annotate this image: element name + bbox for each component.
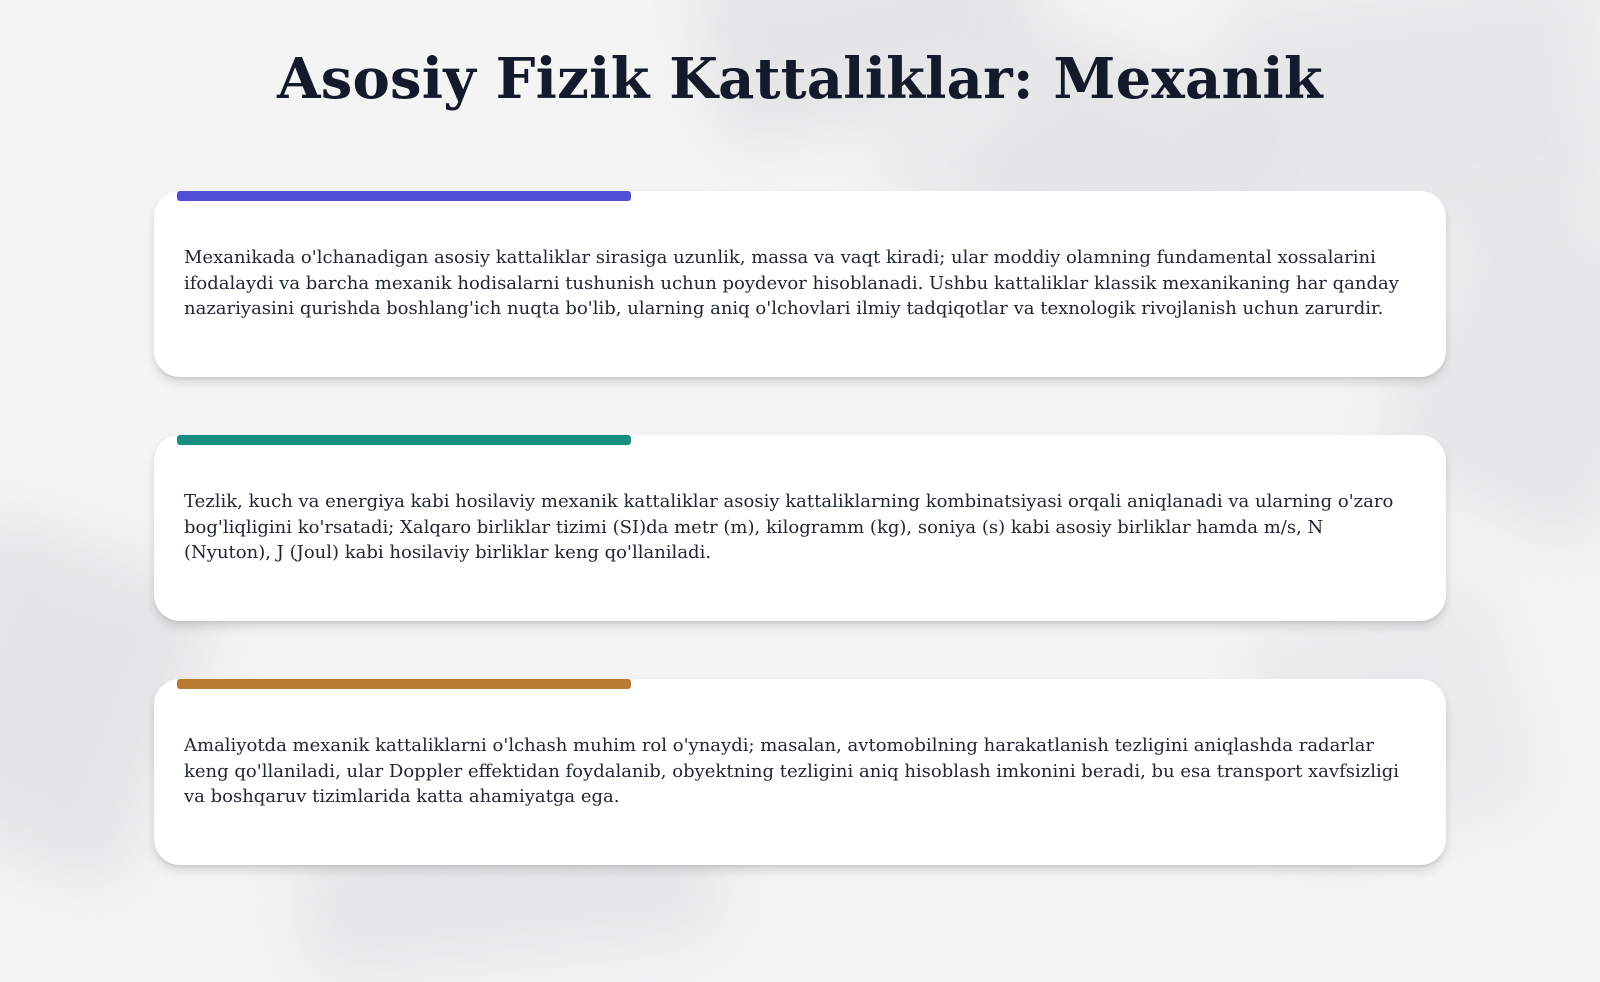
content-card-3 <box>154 679 1446 865</box>
slide-title: Asosiy Fizik Kattaliklar: Mexanik <box>277 46 1323 112</box>
content-card-2 <box>154 435 1446 621</box>
card-text: Amaliyotda mexanik kattaliklarni o'lchash muhim rol o'ynaydi; masalan, avtomobilning harakatlanish tezligini aniqlashda radarlar keng qo'llaniladi, ular Doppler effektidan foydalanib, obyektning tezligini aniq hisoblash imkonini beradi, bu esa transport xavfsizligi va boshqaruv tizimlarida katta ahamiyatga ega. <box>184 735 1400 807</box>
card-text: Tezlik, kuch va energiya kabi hosilaviy mexanik kattaliklar asosiy kattaliklarning kombinatsiyasi orqali aniqlanadi va ularning o'zaro bog'liqligini ko'rsatadi; Xalqaro birliklar tizimi (SI)da metr (m), kilogramm (kg), soniya (s) kabi asosiy birliklar hamda m/s, N (Nyuton), J (Joul) kabi hosilaviy birliklar keng qo'llaniladi. <box>184 491 1394 563</box>
content-card-1 <box>154 191 1446 377</box>
card-accent-bar <box>177 679 631 689</box>
card-accent-bar <box>177 435 631 445</box>
card-text: Mexanikada o'lchanadigan asosiy kattaliklar sirasiga uzunlik, massa va vaqt kiradi; ular moddiy olamning fundamental xossalarini ifodalaydi va barcha mexanik hodisalarni tushunish uchun poydevor hisoblanadi. Ushbu kattaliklar klassik mexanikaning har qanday nazariyasini qurishda boshlang'ich nuqta bo'lib, ularning aniq o'lchovlari ilmiy tadqiqotlar va texnologik rivojlanish uchun zarurdir. <box>184 247 1399 319</box>
card-accent-bar <box>177 191 631 201</box>
